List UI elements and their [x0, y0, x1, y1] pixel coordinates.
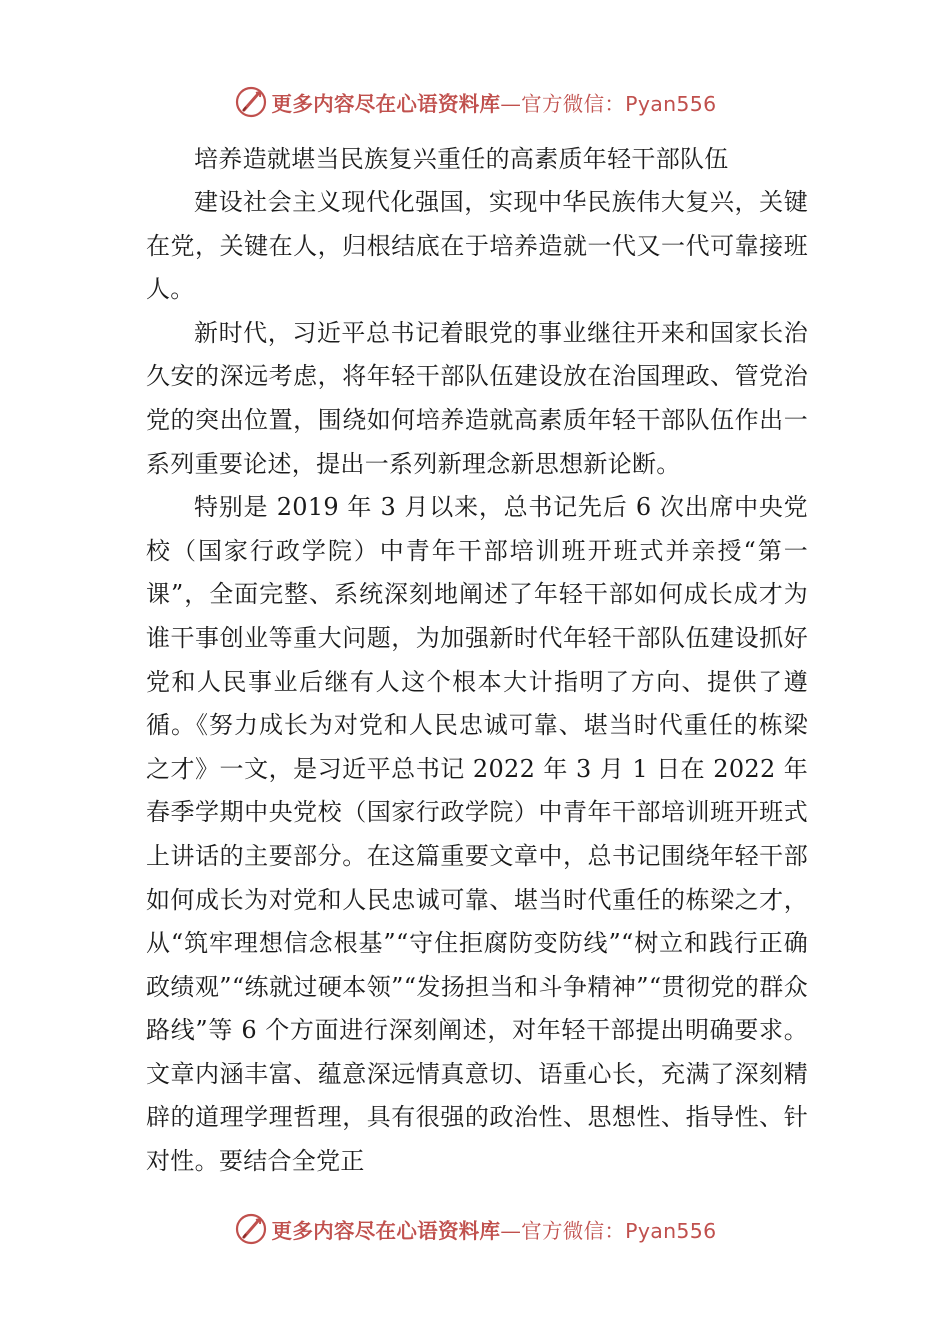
banner-main-text: 更多内容尽在心语资料库 [271, 1219, 501, 1243]
banner-wechat-text: 官方微信：Pyan556 [521, 1219, 717, 1243]
paragraph: 新时代，习近平总书记着眼党的事业继往开来和国家长治久安的深远考虑，将年轻干部队伍建设放在治国理政、管党治党的突出位置，围绕如何培养造就高素质年轻干部队伍作出一系列重要论述，提出一系列新理念新思想新论断。 [146, 318, 808, 478]
header-banner [0, 82, 950, 122]
document-body [146, 138, 808, 1184]
pen-writing-logo-icon [234, 85, 268, 119]
document-title: 培养造就堪当民族复兴重任的高素质年轻干部队伍 [194, 145, 729, 173]
banner-dash: — [500, 92, 522, 116]
banner-main-text: 更多内容尽在心语资料库 [271, 92, 501, 116]
banner-wechat-text: 官方微信：Pyan556 [521, 92, 717, 116]
banner-text [272, 1214, 717, 1244]
footer-banner [0, 1209, 950, 1249]
paragraph: 特别是 2019 年 3 月以来，总书记先后 6 次出席中央党校（国家行政学院）中青年干部培训班开班式并亲授“第一课”，全面完整、系统深刻地阐述了年轻干部如何成长成才为谁干事创业等重大问题，为加强新时代年轻干部队伍建设抓好党和人民事业后继有人这个根本大计指明了方向、提供了遵循。《努力成长为对党和人民忠诚可靠、堪当时代重任的栋梁之才》一文，是习近平总书记 2022 年 3 月 1 日在 2022 年春季学期中央党校（国家行政学院）中青年干部培训班开班式上讲话的主要部分。在这篇重要文章中，总书记围绕年轻干部如何成长为对党和人民忠诚可靠、堪当时代重任的栋梁之才，从“筑牢理想信念根基”“守住拒腐防变防线”“树立和践行正确政绩观”“练就过硬本领”“发扬担当和斗争精神”“贯彻党的群众路线”等 6 个方面进行深刻阐述，对年轻干部提出明确要求。文章内涵丰富、蕴意深远情真意切、语重心长，充满了深刻精辟的道理学理哲理，具有很强的政治性、思想性、指导性、针对性。要结合全党正 [146, 493, 808, 1176]
paragraph: 建设社会主义现代化强国，实现中华民族伟大复兴，关键在党，关键在人，归根结底在于培养造就一代又一代可靠接班人。 [146, 188, 808, 304]
pen-writing-logo-icon [234, 1212, 268, 1246]
banner-text [272, 87, 717, 117]
banner-dash: — [500, 1219, 522, 1243]
